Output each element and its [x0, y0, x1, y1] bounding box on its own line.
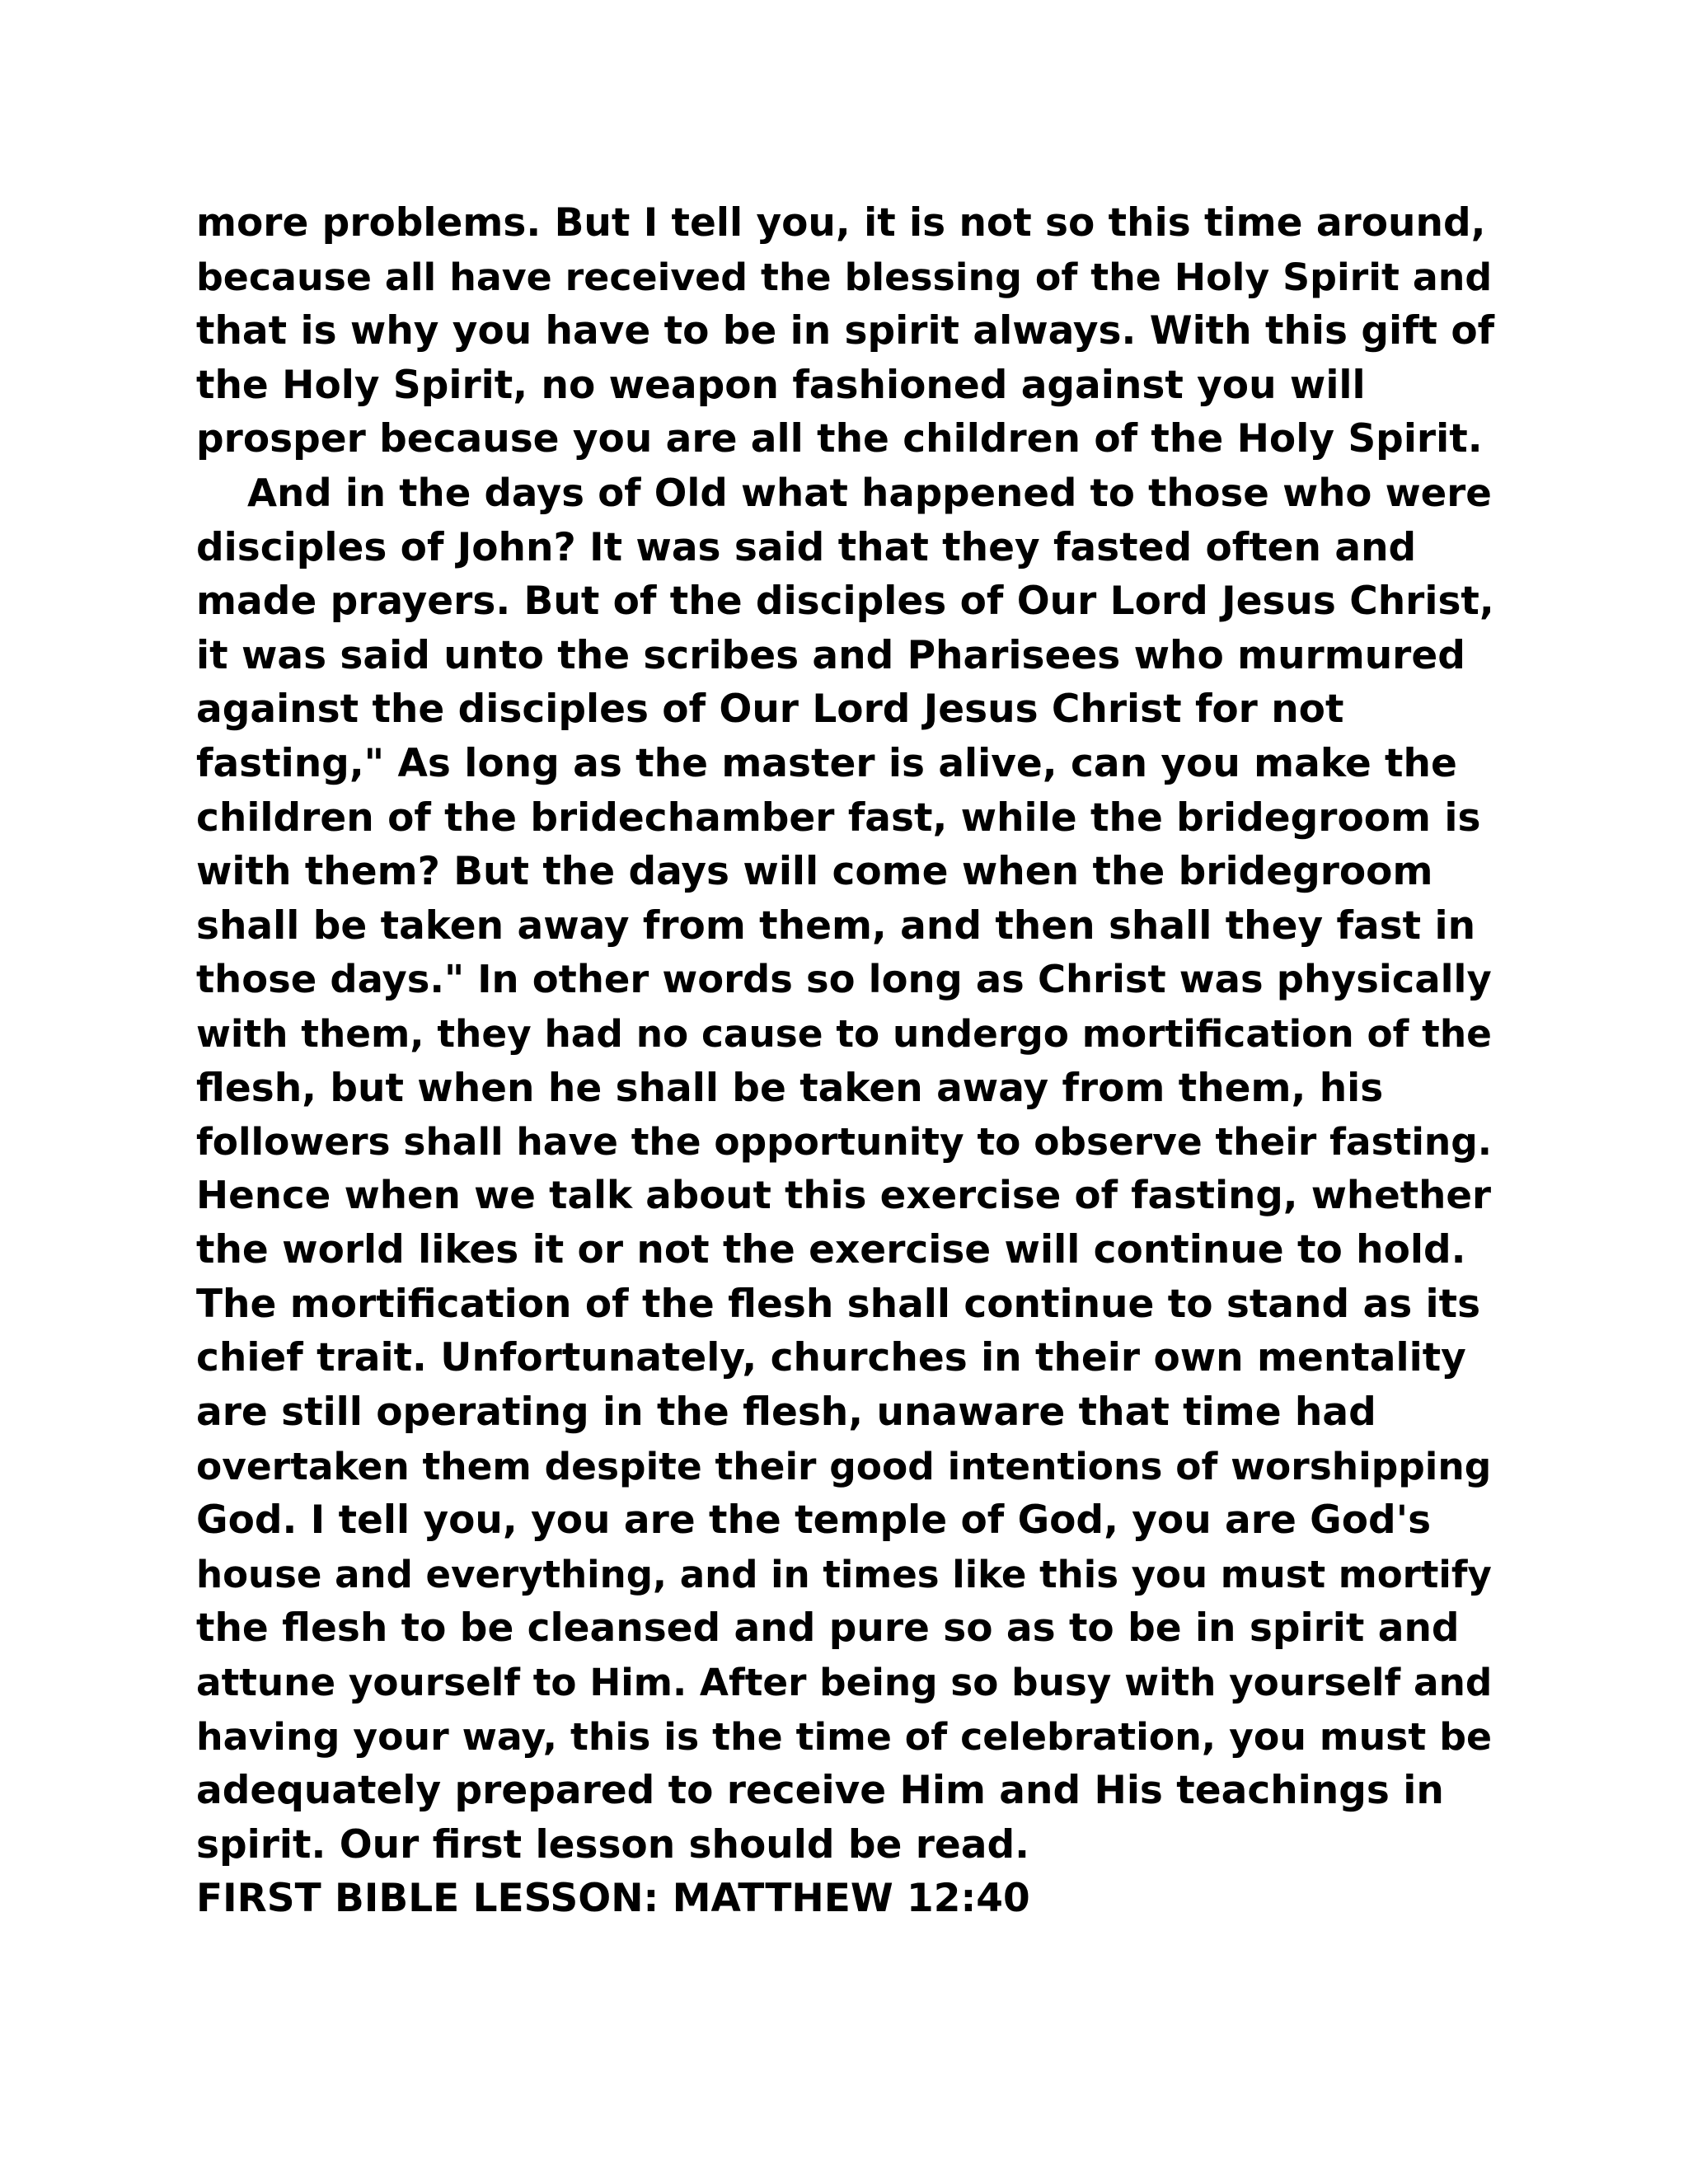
text-line: followers shall have the opportunity to observe their fasting. — [196, 1120, 1493, 1165]
text-line: the flesh to be cleansed and pure so as to be in spirit and — [196, 1605, 1460, 1652]
text-line: because all have received the blessing of the Holy Spirit and — [196, 254, 1493, 299]
text-line: overtaken them despite their good intentions of worshipping — [196, 1444, 1492, 1488]
text-line: spirit. Our first lesson should be read. — [196, 1821, 1029, 1868]
text-line: having your way, this is the time of celebration, you must be — [196, 1714, 1493, 1759]
text-line: shall be taken away from them, and then shall they fast in — [196, 902, 1476, 949]
text-line: flesh, but when he shall be taken away from them, his — [196, 1065, 1384, 1111]
text-line: adequately prepared to receive Him and His teachings in — [196, 1768, 1444, 1814]
text-line: with them? But the days will come when the bridegroom — [196, 849, 1433, 895]
text-line: The mortification of the flesh shall continue to stand as its — [196, 1281, 1481, 1327]
body-text — [196, 196, 1498, 1926]
text-line: Hence when we talk about this exercise of fasting, whether — [196, 1173, 1492, 1218]
text-line: God. I tell you, you are the temple of God, you are God's — [196, 1497, 1432, 1544]
text-line: with them, they had no cause to undergo mortification of the — [196, 1011, 1492, 1056]
text-line: that is why you have to be in spirit always. With this gift of — [196, 308, 1495, 354]
text-line: fasting," As long as the master is alive, can you make the — [196, 740, 1457, 786]
text-line: it was said unto the scribes and Pharisees who murmured — [196, 632, 1465, 678]
paragraph-start-line: And in the days of Old what happened to those who were — [247, 470, 1492, 515]
text-line: against the disciples of Our Lord Jesus Christ for not — [196, 687, 1344, 733]
text-line: house and everything, and in times like this you must mortify — [196, 1552, 1492, 1596]
text-line: made prayers. But of the disciples of Our Lord Jesus Christ, — [196, 579, 1494, 625]
lesson-heading: FIRST BIBLE LESSON: MATTHEW 12:40 — [196, 1876, 1030, 1922]
text-line: are still operating in the flesh, unaware that time had — [196, 1390, 1376, 1436]
text-line: chief trait. Unfortunately, churches in their own mentality — [196, 1335, 1466, 1381]
text-line: attune yourself to Him. After being so busy with yourself and — [196, 1661, 1493, 1705]
text-line: those days." In other words so long as Christ was physically — [196, 957, 1492, 1002]
text-line: more problems. But I tell you, it is not so this time around, — [196, 200, 1486, 246]
text-line: prosper because you are all the children of the Holy Spirit. — [196, 416, 1483, 462]
text-line: disciples of John? It was said that they fasted often and — [196, 524, 1417, 570]
text-line: children of the bridechamber fast, while the bridegroom is — [196, 794, 1481, 841]
text-line: the Holy Spirit, no weapon fashioned against you will — [196, 362, 1366, 408]
text-line: the world likes it or not the exercise will continue to hold. — [196, 1227, 1466, 1273]
